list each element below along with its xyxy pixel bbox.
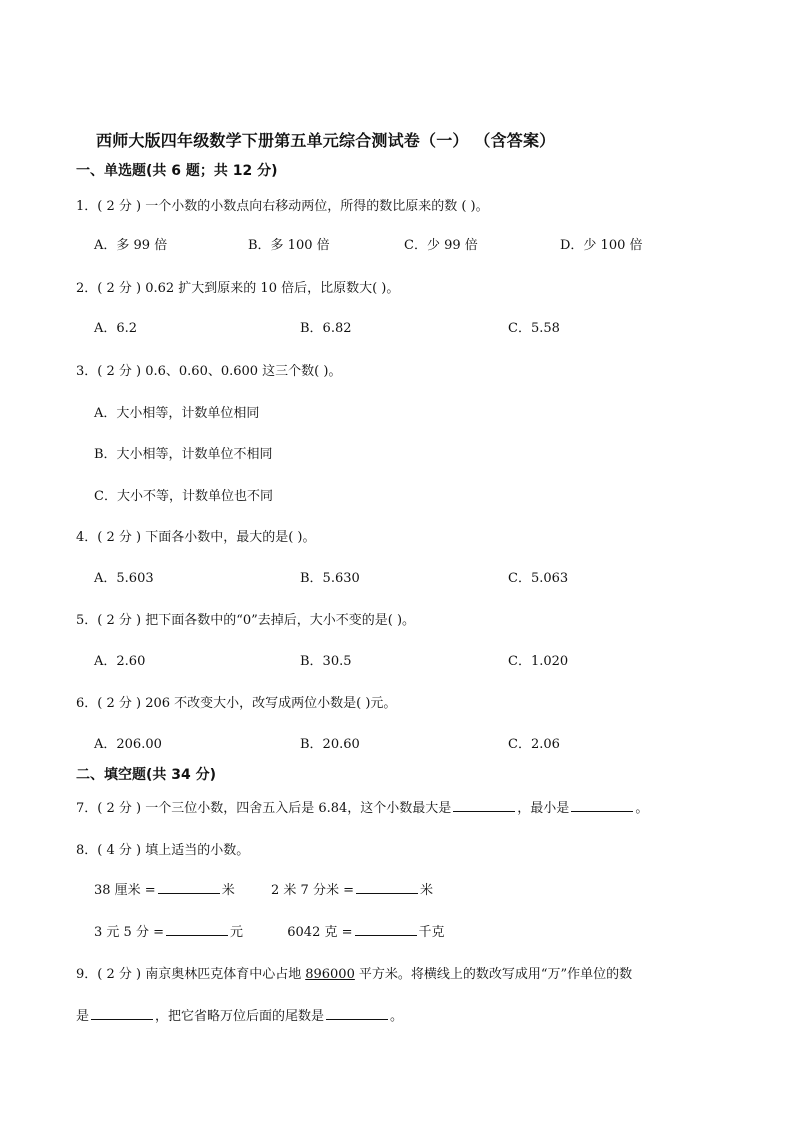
answer-blank[interactable] <box>453 799 515 812</box>
question-7-text: 。 <box>635 801 649 816</box>
answer-blank[interactable] <box>571 799 633 812</box>
question-5: 5．( 2 分 ) 把下面各数中的“0”去掉后，大小不变的是( )。 <box>76 613 416 628</box>
question-5-options <box>94 650 734 670</box>
option-b: B．30.5 <box>300 654 352 669</box>
answer-blank[interactable] <box>91 1007 153 1020</box>
option-a: A．5.603 <box>94 571 154 586</box>
option-a: A．大小相等，计数单位相同 <box>94 406 260 421</box>
blank-label: 38 厘米 = <box>94 883 156 898</box>
question-9-text: 9．( 2 分 ) 南京奥林匹克体育中心占地 <box>76 967 302 982</box>
question-3: 3．( 2 分 ) 0.6、0.60、0.600 这三个数( )。 <box>76 364 342 379</box>
option-c: C．5.58 <box>508 321 560 336</box>
answer-blank[interactable] <box>355 923 417 936</box>
underlined-number: 896000 <box>305 967 355 982</box>
option-b: B．20.60 <box>300 737 360 752</box>
option-d: D．少 100 倍 <box>560 238 643 253</box>
unit-label: 米 <box>419 883 433 898</box>
question-7 <box>76 797 648 816</box>
section-heading-single-choice: 一、单选题(共 6 题；共 12 分) <box>76 163 278 179</box>
question-2: 2．( 2 分 ) 0.62 扩大到原来的 10 倍后，比原数大( )。 <box>76 281 400 296</box>
question-4: 4．( 2 分 ) 下面各小数中，最大的是( )。 <box>76 530 316 545</box>
option-c: C．1.020 <box>508 654 569 669</box>
option-b: B．大小相等，计数单位不相同 <box>94 447 273 462</box>
question-9-continued <box>76 1005 403 1024</box>
section-heading-fill-in: 二、填空题(共 34 分) <box>76 767 217 783</box>
answer-blank[interactable] <box>158 881 220 894</box>
page-title: 西师大版四年级数学下册第五单元综合测试卷（一） （含答案） <box>96 131 556 150</box>
question-6-options <box>94 733 734 753</box>
question-9 <box>76 963 632 982</box>
option-b: B．6.82 <box>300 321 352 336</box>
option-c: C．少 99 倍 <box>404 238 478 253</box>
answer-blank[interactable] <box>356 881 418 894</box>
option-a: A．多 99 倍 <box>94 238 168 253</box>
question-4-options <box>94 567 734 587</box>
option-b: B．5.630 <box>300 571 360 586</box>
question-9-text: 是 <box>76 1009 90 1024</box>
option-c: C．2.06 <box>508 737 560 752</box>
blank-label: 3 元 5 分 = <box>94 925 164 940</box>
question-1-options <box>94 234 734 254</box>
blank-label: 2 米 7 分米 = <box>271 883 354 898</box>
question-2-options <box>94 317 734 337</box>
option-a: A．2.60 <box>94 654 146 669</box>
unit-label: 元 <box>229 925 243 940</box>
unit-label: 千克 <box>418 925 445 940</box>
option-b: B．多 100 倍 <box>248 238 330 253</box>
question-8-row-1 <box>94 879 433 898</box>
option-a: A．6.2 <box>94 321 138 336</box>
question-1: 1．( 2 分 ) 一个小数的小数点向右移动两位，所得的数比原来的数 ( )。 <box>76 199 489 214</box>
blank-label: 6042 克 = <box>287 925 353 940</box>
option-a: A．206.00 <box>94 737 162 752</box>
question-9-text: 。 <box>390 1009 404 1024</box>
unit-label: 米 <box>221 883 235 898</box>
option-c: C．5.063 <box>508 571 569 586</box>
question-6: 6．( 2 分 ) 206 不改变大小，改写成两位小数是( )元。 <box>76 696 397 711</box>
question-7-text: ，最小是 <box>517 801 570 816</box>
question-9-text: ，把它省略万位后面的尾数是 <box>155 1009 325 1024</box>
answer-blank[interactable] <box>166 923 228 936</box>
option-c: C．大小不等，计数单位也不同 <box>94 489 273 504</box>
question-8-row-2 <box>94 921 445 940</box>
question-9-text: 平方米。将横线上的数改写成用“万”作单位的数 <box>358 967 633 982</box>
question-8: 8．( 4 分 ) 填上适当的小数。 <box>76 843 250 858</box>
question-7-text: 7．( 2 分 ) 一个三位小数，四舍五入后是 6.84，这个小数最大是 <box>76 801 452 816</box>
answer-blank[interactable] <box>326 1007 388 1020</box>
